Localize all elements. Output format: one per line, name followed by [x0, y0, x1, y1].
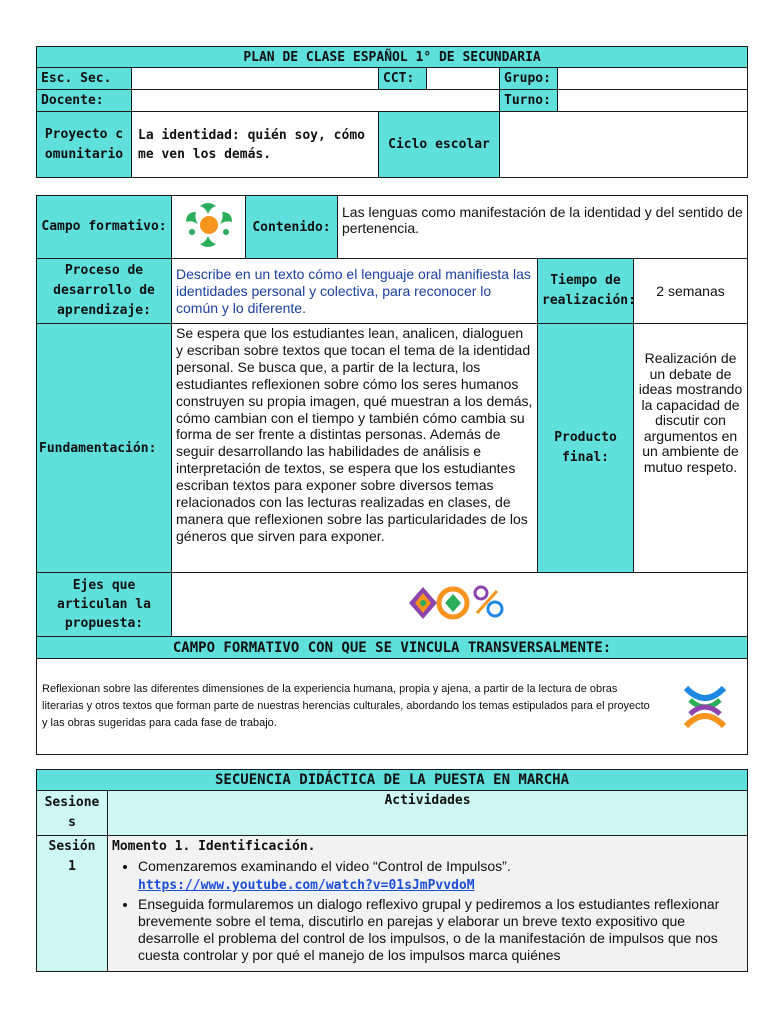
proceso-value: Describe en un texto cómo el lenguaje oral manifiesta las identidades personal y colectiva, para reconocer lo común y lo diferente.	[172, 259, 538, 324]
transversal-title: CAMPO FORMATIVO CON QUE SE VINCULA TRANSVERSALMENTE:	[37, 637, 748, 659]
ejes-articuladores-icon	[405, 583, 515, 623]
lenguajes-icon	[178, 198, 240, 252]
contenido-label: Contenido:	[246, 196, 338, 259]
proyecto-label: Proyecto comunitario	[37, 112, 132, 178]
docente-field[interactable]	[132, 90, 500, 112]
video-link[interactable]: https://www.youtube.com/watch?v=01sJmPvvdoM	[138, 878, 475, 893]
session-label: Sesión 1	[37, 836, 108, 972]
planning-table	[36, 195, 748, 755]
etica-naturaleza-icon	[680, 682, 730, 732]
ejes-label: Ejes que articulan la propuesta:	[37, 573, 172, 637]
cct-label: CCT:	[379, 68, 427, 90]
list-item	[138, 857, 743, 895]
cct-field[interactable]	[427, 68, 500, 90]
momento-heading: Momento 1. Identificación.	[112, 839, 316, 854]
turno-label: Turno:	[500, 90, 558, 112]
esc-sec-label: Esc. Sec.	[37, 68, 132, 90]
fundamentacion-label: Fundamentación:	[37, 324, 172, 573]
secuencia-table	[36, 769, 748, 972]
grupo-field[interactable]	[558, 68, 748, 90]
turno-field[interactable]	[558, 90, 748, 112]
header-table	[36, 46, 748, 178]
campo-label: Campo formativo:	[37, 196, 172, 259]
contenido-value: Las lenguas como manifestación de la identidad y del sentido de pertenencia.	[338, 196, 748, 259]
secuencia-title: SECUENCIA DIDÁCTICA DE LA PUESTA EN MARCHA	[37, 770, 748, 791]
activity-text: Comenzaremos examinando el video “Control de Impulsos”.	[138, 858, 511, 874]
transversal-cell	[37, 659, 748, 755]
ciclo-field[interactable]	[500, 112, 748, 178]
activity-text: Enseguida formularemos un dialogo reflexivo grupal y pediremos a los estudiantes reflexionar brevemente sobre el tema, discutirlo en parejas y elaborar un breve texto expositivo que desarrolle el problema del control de los impulsos, o de la manifestación de impulsos que nos cuesta controlar y por qué el manejo de los impulsos marca quiénes	[138, 896, 720, 963]
actividades-header: Actividades	[108, 791, 748, 836]
campo-icon-cell	[172, 196, 246, 259]
tiempo-label: Tiempo de realización:	[538, 259, 634, 324]
grupo-label: Grupo:	[500, 68, 558, 90]
activity-list	[112, 857, 743, 964]
docente-label: Docente:	[37, 90, 132, 112]
ciclo-label: Ciclo escolar	[379, 112, 500, 178]
proyecto-value: La identidad: quién soy, cómo me ven los demás.	[132, 112, 379, 178]
session-activities	[108, 836, 748, 972]
producto-value: Realización de un debate de ideas mostrando la capacidad de discutir con argumentos en un ambiente de mutuo respeto.	[634, 324, 748, 573]
fundamentacion-value: Se espera que los estudiantes lean, analicen, dialoguen y escriban sobre textos que tocan el tema de la identidad personal. Se busca que, a partir de la lectura, los estudiantes reflexionen sobre cómo los seres humanos construyen su propia imagen, qué muestran a los demás, cómo cambian con el tiempo y también cómo cambia su forma de ser frente a distintas personas. Además de seguir desarrollando las habilidades de análisis e interpretación de textos, se espera que los estudiantes escriban textos para exponer sobre diversos temas relacionados con las lecturas realizadas en clases, de manera que reflexionen sobre las particularidades de los géneros que sirven para exponer.	[172, 324, 538, 573]
proceso-label: Proceso de desarrollo de aprendizaje:	[37, 259, 172, 324]
list-item	[138, 896, 743, 964]
ejes-icons-cell	[172, 573, 748, 637]
sesiones-header: Sesiones	[37, 791, 108, 836]
tiempo-value: 2 semanas	[634, 259, 748, 324]
producto-label: Producto final:	[538, 324, 634, 573]
esc-sec-field[interactable]	[132, 68, 379, 90]
transversal-text: Reflexionan sobre las diferentes dimensiones de la experiencia humana, propia y ajena, a partir de la lectura de obras literarias y otros textos que forman parte de nuestras herencias culturales, abordando los temas estipulados para el proyecto y las obras sugeridas para cada fase de trabajo.	[42, 683, 650, 729]
plan-title: PLAN DE CLASE ESPAÑOL 1° DE SECUNDARIA	[37, 47, 748, 68]
